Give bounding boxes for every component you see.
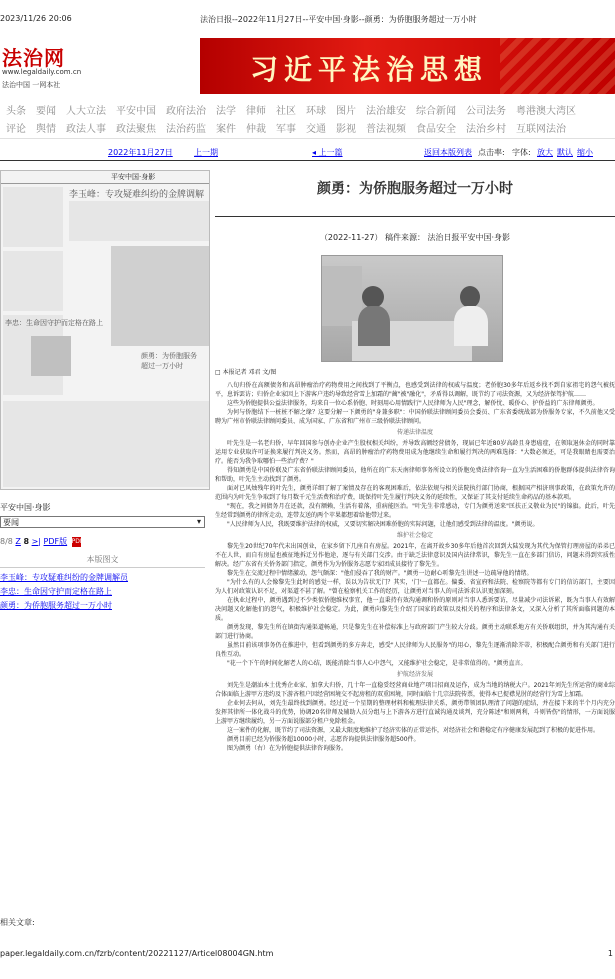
nav-item[interactable]: 人大立法 xyxy=(66,106,106,117)
thumbnail-photo xyxy=(111,246,209,346)
site-logo[interactable] xyxy=(0,38,200,94)
article-main xyxy=(215,170,615,890)
nav-item[interactable]: 综合新闻 xyxy=(416,106,456,117)
article-paragraph: 得知颜勇是中国侨联及广东省侨联法律顾问委员，他所在的广东天南律师事务所设立的侨胞免费法律咨询一直为生活困难的侨胞群体提供法律咨询和帮助，叶先生主动找到了颜勇。 xyxy=(215,467,615,483)
page-thumbnail[interactable] xyxy=(0,170,210,490)
date-bar-divider xyxy=(0,160,615,161)
pager-current: 8 xyxy=(23,537,30,546)
article-paragraph: "现在，我之间债务月在还款，没有额赖，生活有着落，重病能医治。"叶先生非常感动，专门为颜勇送来"匡扶正义敬业为民"的锦旗。此后，叶先生经常到颜勇的律所走动，连带友送的两个苹果都想着给他带过来。 xyxy=(215,503,615,519)
section-subheading: 传递法律温度 xyxy=(396,429,433,436)
logo-url: www.legaldaily.com.cn xyxy=(2,68,82,76)
pager xyxy=(0,536,84,547)
chevron-down-icon: ▾ xyxy=(196,517,201,526)
print-header xyxy=(0,14,615,26)
related-item[interactable]: 颜勇：为侨胞服务超过一万小时 xyxy=(0,601,112,610)
article-paragraph: 颜勇发现，黎先生所在镇街沟通渠道畅通，只是黎先生在补偿标准上与政府部门产生较大分歧。颜勇主动联系地方有关侨联组织，并为其沟通有关部门进行协商。 xyxy=(215,624,615,640)
photo-shelf xyxy=(322,266,362,326)
nav-item[interactable]: 政法聚焦 xyxy=(116,124,156,135)
article-paragraph: 在执业过程中，颜勇遇到过不少类似侨胞维权事宜，他一直秉持有效沟通调和侨的原则对当事人悉诉要访，尽量减少司法诉累，既为当事人有效解决问题又化解他们的怨气，积极维护社会稳定。为此，颜勇向黎先生介绍了国家的政策以及相关的程序和法律条文，又深入分析了其所面临问题的本质。 xyxy=(215,597,615,622)
prev-issue-link[interactable]: 上一期 xyxy=(194,148,218,157)
nav-item[interactable]: 交通 xyxy=(306,124,326,135)
nav-item[interactable]: 评论 xyxy=(6,124,26,135)
nav-item[interactable]: 粤港澳大湾区 xyxy=(516,106,576,117)
slogan-banner[interactable] xyxy=(200,38,615,94)
article-paragraph: 颜勇目前已经为侨服务超10000小时，志愿咨询提供法律服务超500件。 xyxy=(227,736,420,743)
article-body xyxy=(215,368,615,753)
article-paragraph: "花一个下午的时间化解老人的心结，既能消除当事人心中怨气，又能维护社会稳定，是非常值得的。"颜勇直言。 xyxy=(227,660,527,667)
article-photo xyxy=(321,255,503,362)
nav-item[interactable]: 法治雄安 xyxy=(366,106,406,117)
nav-item[interactable]: 图片 xyxy=(336,106,356,117)
thumbnail-block xyxy=(3,251,63,311)
page-selector xyxy=(0,502,210,610)
left-column xyxy=(0,170,210,860)
thumbnail-section: 平安中国·身影 xyxy=(111,173,156,181)
nav-item[interactable]: 律师 xyxy=(246,106,266,117)
back-to-list-link[interactable]: 返回本版列表 xyxy=(424,148,472,157)
article-paragraph: 八旬归侨在高额债务和高昂肿瘤治疗药物费用之间找到了平衡点，也感受到法律的权威与温度；老侨胞30多年后返乡找不到自家祖宅的怨气被抚平，息诉罢访；归侨企业家因上下游客户违约导致经营雪上加霜的"蔺"被"融化"，矛盾得以调解，既节约了司法资源，又为经济保驾护航…… xyxy=(215,382,615,398)
nav-row-2 xyxy=(6,120,576,134)
logo-mark: 法治网 xyxy=(2,46,65,70)
nav-item[interactable]: 法治药监 xyxy=(166,124,206,135)
nav-item[interactable]: 社区 xyxy=(276,106,296,117)
nav-item[interactable]: 案件 xyxy=(216,124,236,135)
nav-item[interactable]: 普法视频 xyxy=(366,124,406,135)
thumbnail-block xyxy=(3,401,209,487)
nav-item[interactable]: 军事 xyxy=(276,124,296,135)
pager-position: 8/8 xyxy=(0,537,13,546)
print-page-title: 法治日报--2022年11月27日--平安中国·身影--颜勇：为侨胞服务超过一万小时 xyxy=(200,15,477,24)
slogan-banner-text: 习近平法治思想 xyxy=(250,53,489,86)
nav-item[interactable]: 政府法治 xyxy=(166,106,206,117)
nav-item[interactable]: 公司法务 xyxy=(466,106,506,117)
footer-url: paper.legaldaily.com.cn/fzrb/content/20221127/Articel08004GN.htm xyxy=(0,949,274,958)
related-heading: 本版图文 xyxy=(0,554,205,568)
font-large-link[interactable]: 放大 xyxy=(537,148,553,157)
article-paragraph: 这一案件的化解，既节约了司法资源，又最大限度地维护了经济实体的正常运作，对经济社会和谐稳定有序健康发展起到了积极的促进作用。 xyxy=(227,727,600,734)
related-list xyxy=(0,554,205,614)
font-default-link[interactable]: 默认 xyxy=(557,148,573,157)
article-paragraph: 为何与侨胞结下一桩桩不解之缘？这要分解一下颜勇的"身兼多职"：中国侨联法律顾问委员会委员、广东省委统战部为侨服务专家，不久前他又受聘为广州市侨联法律顾问委员、成为国家、广东省和广州市三级侨联法律顾问。 xyxy=(215,409,615,425)
article-paragraph: 虽然目前该项事务仍在推进中，但看到颜勇的多方奔走，感受"人民律师为人民服务"的用心，黎先生逐渐消除芥蒂，积极配合颜勇和有关部门进行良性互动。 xyxy=(215,642,615,658)
pager-last-link[interactable]: >| xyxy=(31,537,41,546)
font-label: 字体: xyxy=(512,148,531,157)
article-paragraph: "为什么有的人会像黎先生此时的感觉一样，误以为告状无门？其实，'门'一直都在。偏委、省宣府和法院、检察院等都有专门的信访部门，主要因为人们对政策认识不足，对渠道不甚了解。"曾在检察机关工作的经历，让颜勇对当事人的司法诉求认识更加深刻。 xyxy=(215,579,615,595)
article-byline: □ 本报记者 邓君 文/图 xyxy=(215,369,277,376)
related-articles-label: 相关文章: xyxy=(0,918,35,927)
prev-article-link[interactable]: ◂ 上一篇 xyxy=(312,148,343,157)
article-paragraph: "人民律师为人民，我既要维护法律的权威，又要切实解决困难侨胞的实际问题，让他们感受到法律的温度。"颜勇说。 xyxy=(227,521,539,528)
related-item[interactable]: 李忠：生命因守护而定格在路上 xyxy=(0,587,112,596)
article-paragraph: 黎先生20世纪70年代末出国创业，在家乡留下几座自有房屋。2021年，在离开故乡30多年后他首次回到大陆发现为其代为保管打理房屋的弟弟已不在人世，而自有房屋也被征地拆迁另作他途，逐与有关部门交涉。由于缺乏法律意识及国内法律常识，黎先生一直在多部门信访，问题未得到实质性解决。经广东省有关侨务部门指定，颜勇作为为侨服务志愿专家团成员接待了黎先生。 xyxy=(215,543,615,568)
nav-item[interactable]: 法治乡村 xyxy=(466,124,506,135)
thumbnail-headline-1[interactable]: 李玉峰：专攻疑难纠纷的金牌调解 xyxy=(69,190,205,200)
thumbnail-block xyxy=(3,187,63,247)
thumbnail-header xyxy=(1,171,210,184)
nav-item[interactable]: 要闻 xyxy=(36,106,56,117)
logo-slogan: 法治中国 一网本社 xyxy=(2,81,61,89)
photo-person xyxy=(358,306,390,346)
banner-decoration xyxy=(500,38,615,94)
nav-item[interactable]: 舆情 xyxy=(36,124,56,135)
footer-page: 1 xyxy=(607,949,613,958)
site-banner xyxy=(0,38,615,94)
pdf-icon[interactable]: PDF xyxy=(71,537,84,545)
thumbnail-headline-3[interactable]: 颜勇：为侨胞服务超过一万小时 xyxy=(141,352,197,370)
thumbnail-block xyxy=(69,201,209,241)
nav-divider xyxy=(0,138,615,139)
pager-z-link[interactable]: Z xyxy=(15,537,21,546)
nav-item[interactable]: 互联网法治 xyxy=(516,124,566,135)
nav-item[interactable]: 食品安全 xyxy=(416,124,456,135)
thumbnail-photo xyxy=(31,336,71,376)
photo-person xyxy=(460,286,480,308)
issue-date-link[interactable]: 2022年11月27日 xyxy=(108,148,173,157)
article-paragraph: 这些为侨胞提供公益法律服务，均来自一位心系侨胞、时刻用心用情践行"人民律师为人民"理念，解侨忧、暖侨心、护侨益的广东律师颜勇。 xyxy=(227,400,599,407)
photo-person xyxy=(454,306,488,346)
pdf-link[interactable]: PDF版 xyxy=(43,537,68,546)
print-footer xyxy=(0,949,615,963)
nav-item[interactable]: 头条 xyxy=(6,106,26,117)
article-paragraph: 图为颜勇（右）在为侨胞提供法律咨询服务。 xyxy=(227,745,348,752)
date-bar xyxy=(0,147,615,161)
article-meta: （2022-11-27） 稿件来源： 法治日报平安中国·身影 xyxy=(319,233,511,242)
font-small-link[interactable]: 缩小 xyxy=(577,148,593,157)
thumbnail-headline-2[interactable]: 李忠：生命因守护而定格在路上 xyxy=(5,319,103,327)
clicks-label: 点击率: xyxy=(478,148,505,157)
section-subheading: 维护社会稳定 xyxy=(396,532,433,539)
nav-item[interactable]: 平安中国 xyxy=(116,106,156,117)
title-divider xyxy=(215,216,615,217)
nav-item[interactable]: 环球 xyxy=(306,106,326,117)
article-paragraph: 刘先生是潮汕本土优秀企业家、加拿大归侨，几十年一直稳妥经营商业地产项目招商及运作，成为当地的纳税大户。2021年刘先生所运营的商业综合体面临上游甲方违约及下游吝租户因经营困境交不起房租的双重困境，同时面临十几宗法院传票，使得本已捉襟见肘的经营行为雪上加霜。 xyxy=(215,682,615,698)
related-item[interactable]: 李玉峰：专攻疑难纠纷的金牌调解员 xyxy=(0,573,128,582)
article-paragraph: 企业何去何从，刘先生最终找到颜勇。经过近一个星期的整理材料和梳理法律关系，颜勇带领团队理清了问题的症结，并在接下来的半个月内充分发挥其律所一体化战斗的优势，协调20名律师及辅助人员分组与上下游各方进行直诚沟通及谈判，充分陈述"和则两利，斗则皆伤"的情形，一方面说服上游甲方继续履约，另一方面说服部分租户免除租金。 xyxy=(215,700,615,725)
article-paragraph: 面对已风烛残年的叶先生，颜勇详细了解了案情及存在的客观困难后，依法依规与相关法院执行部门协商，根据国产相济刑事政策，在政策允许的范围内为叶先生争取到了每月数千元生活费和治疗费，既保持叶先生履行判决义务的延续性，又保证了其支付延续生命药品的基本款项。 xyxy=(215,485,615,501)
photo-person xyxy=(362,286,384,308)
nav-item[interactable]: 仲裁 xyxy=(246,124,266,135)
article-paragraph: 叶先生是一名老归侨，早年回国参与创办企业产生股权相关纠纷，并导致高额经营债务，现届已年近80岁高龄且身患癌症，在领取退休金的同时靠运用专业获取许可证换来履行判决义务。然而，高昂的肿瘤治疗药物费用成为他继续生命和履行判决的两难选择："大数必须还，可是我眼睛也需要治疗。能否为我争取哪怕一些治疗费？" xyxy=(215,440,615,465)
section-select-value: 要闻 xyxy=(3,518,19,527)
section-subheading: 护航经济发展 xyxy=(396,671,433,678)
section-label: 平安中国·身影 xyxy=(0,503,51,512)
nav-item[interactable]: 政法人事 xyxy=(66,124,106,135)
article-title: 颜勇：为侨胞服务超过一万小时 xyxy=(317,181,513,197)
nav-item[interactable]: 法学 xyxy=(216,106,236,117)
article-paragraph: 黎先生在交流过程中情绪激动，怨气颇深："他们侵吞了我的财产。"颜勇一边耐心听黎先生讲述一边疏导他的情绪。 xyxy=(227,570,533,577)
nav-row-1 xyxy=(6,102,586,116)
nav-item[interactable]: 影视 xyxy=(336,124,356,135)
section-select[interactable] xyxy=(0,516,205,528)
print-datetime: 2023/11/26 20:06 xyxy=(0,14,72,23)
